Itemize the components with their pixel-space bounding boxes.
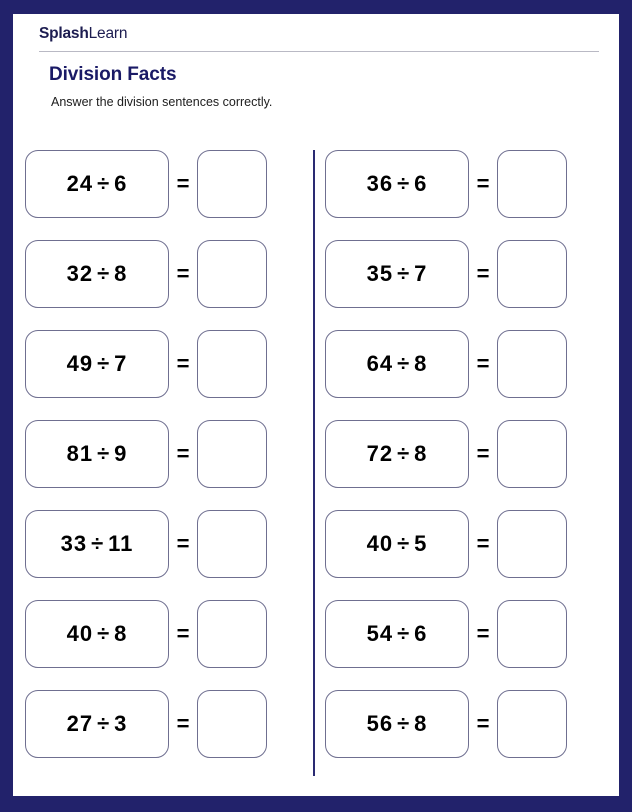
divisor: 9	[114, 441, 128, 466]
expression-box	[25, 420, 169, 488]
equals-sign: =	[176, 621, 190, 646]
expression-box	[325, 240, 469, 308]
expression-box	[25, 330, 169, 398]
answer-input-box[interactable]	[497, 510, 567, 578]
worksheet-sheet	[13, 14, 619, 796]
answer-input-box[interactable]	[497, 420, 567, 488]
answer-input-box[interactable]	[197, 150, 267, 218]
answer-input-box[interactable]	[197, 330, 267, 398]
dividend: 33	[60, 531, 88, 556]
dividend: 72	[366, 441, 394, 466]
expression-box	[25, 690, 169, 758]
answer-input-box[interactable]	[197, 510, 267, 578]
dividend: 40	[366, 531, 394, 556]
problem-row	[25, 690, 305, 758]
expression-text	[67, 261, 128, 287]
division-sign-icon: ÷	[397, 711, 411, 736]
answer-input-box[interactable]	[497, 150, 567, 218]
equals-sign: =	[476, 711, 490, 736]
expression-box	[325, 330, 469, 398]
division-sign-icon: ÷	[97, 711, 111, 736]
division-sign-icon: ÷	[97, 261, 111, 286]
expression-text	[67, 171, 128, 197]
expression-box	[325, 690, 469, 758]
dividend: 32	[66, 261, 94, 286]
dividend: 49	[66, 351, 94, 376]
expression-box	[25, 240, 169, 308]
answer-input-box[interactable]	[197, 420, 267, 488]
equals-sign: =	[176, 171, 190, 196]
equals-sign: =	[176, 351, 190, 376]
expression-box	[325, 420, 469, 488]
answer-input-box[interactable]	[197, 240, 267, 308]
expression-text	[367, 351, 428, 377]
dividend: 54	[366, 621, 394, 646]
dividend: 40	[66, 621, 94, 646]
expression-text	[367, 441, 428, 467]
equals-sign: =	[476, 261, 490, 286]
problem-row	[25, 600, 305, 668]
dividend: 35	[366, 261, 394, 286]
problem-row	[25, 510, 305, 578]
division-sign-icon: ÷	[91, 531, 105, 556]
expression-box	[25, 600, 169, 668]
expression-text	[367, 711, 428, 737]
division-sign-icon: ÷	[97, 621, 111, 646]
problem-row	[325, 600, 605, 668]
problem-row	[325, 510, 605, 578]
expression-box	[25, 510, 169, 578]
problem-column-right	[325, 150, 605, 758]
answer-input-box[interactable]	[497, 600, 567, 668]
dividend: 81	[66, 441, 94, 466]
division-sign-icon: ÷	[397, 531, 411, 556]
expression-text	[67, 441, 128, 467]
expression-text	[367, 531, 428, 557]
problem-row	[25, 240, 305, 308]
dividend: 64	[366, 351, 394, 376]
answer-input-box[interactable]	[497, 690, 567, 758]
answer-input-box[interactable]	[197, 690, 267, 758]
logo-text-learn: Learn	[88, 25, 128, 42]
division-sign-icon: ÷	[397, 621, 411, 646]
divisor: 8	[414, 441, 428, 466]
dividend: 56	[366, 711, 394, 736]
problem-row	[325, 690, 605, 758]
equals-sign: =	[476, 351, 490, 376]
problem-column-left	[25, 150, 305, 758]
equals-sign: =	[176, 261, 190, 286]
expression-box	[325, 150, 469, 218]
answer-input-box[interactable]	[497, 240, 567, 308]
division-sign-icon: ÷	[97, 351, 111, 376]
page-title: Division Facts	[49, 64, 177, 85]
problem-row	[325, 420, 605, 488]
column-divider	[313, 150, 315, 776]
expression-box	[325, 510, 469, 578]
expression-text	[61, 531, 134, 557]
divisor: 7	[414, 261, 428, 286]
divisor: 3	[114, 711, 128, 736]
problem-row	[325, 150, 605, 218]
expression-box	[325, 600, 469, 668]
dividend: 36	[366, 171, 394, 196]
equals-sign: =	[476, 441, 490, 466]
problem-row	[25, 150, 305, 218]
answer-input-box[interactable]	[197, 600, 267, 668]
expression-text	[367, 171, 428, 197]
equals-sign: =	[476, 531, 490, 556]
problem-row	[25, 420, 305, 488]
logo-text-splash: Splash	[39, 25, 89, 42]
expression-text	[67, 621, 128, 647]
division-sign-icon: ÷	[97, 441, 111, 466]
divisor: 11	[108, 531, 134, 556]
division-sign-icon: ÷	[397, 351, 411, 376]
equals-sign: =	[476, 621, 490, 646]
division-sign-icon: ÷	[397, 261, 411, 286]
division-sign-icon: ÷	[397, 441, 411, 466]
divisor: 5	[414, 531, 428, 556]
problem-row	[325, 330, 605, 398]
problem-row	[25, 330, 305, 398]
divisor: 8	[114, 261, 128, 286]
divisor: 6	[414, 171, 428, 196]
expression-box	[25, 150, 169, 218]
dividend: 27	[66, 711, 94, 736]
page-subtitle: Answer the division sentences correctly.	[51, 95, 273, 109]
problem-row	[325, 240, 605, 308]
expression-text	[367, 621, 428, 647]
division-sign-icon: ÷	[397, 171, 411, 196]
dividend: 24	[66, 171, 94, 196]
equals-sign: =	[176, 711, 190, 736]
divisor: 8	[114, 621, 128, 646]
expression-text	[67, 711, 128, 737]
problem-area	[13, 14, 619, 796]
equals-sign: =	[476, 171, 490, 196]
answer-input-box[interactable]	[497, 330, 567, 398]
expression-text	[367, 261, 428, 287]
divisor: 7	[114, 351, 128, 376]
equals-sign: =	[176, 531, 190, 556]
divisor: 8	[414, 711, 428, 736]
division-sign-icon: ÷	[97, 171, 111, 196]
equals-sign: =	[176, 441, 190, 466]
divisor: 6	[114, 171, 128, 196]
divisor: 6	[414, 621, 428, 646]
expression-text	[67, 351, 128, 377]
divisor: 8	[414, 351, 428, 376]
